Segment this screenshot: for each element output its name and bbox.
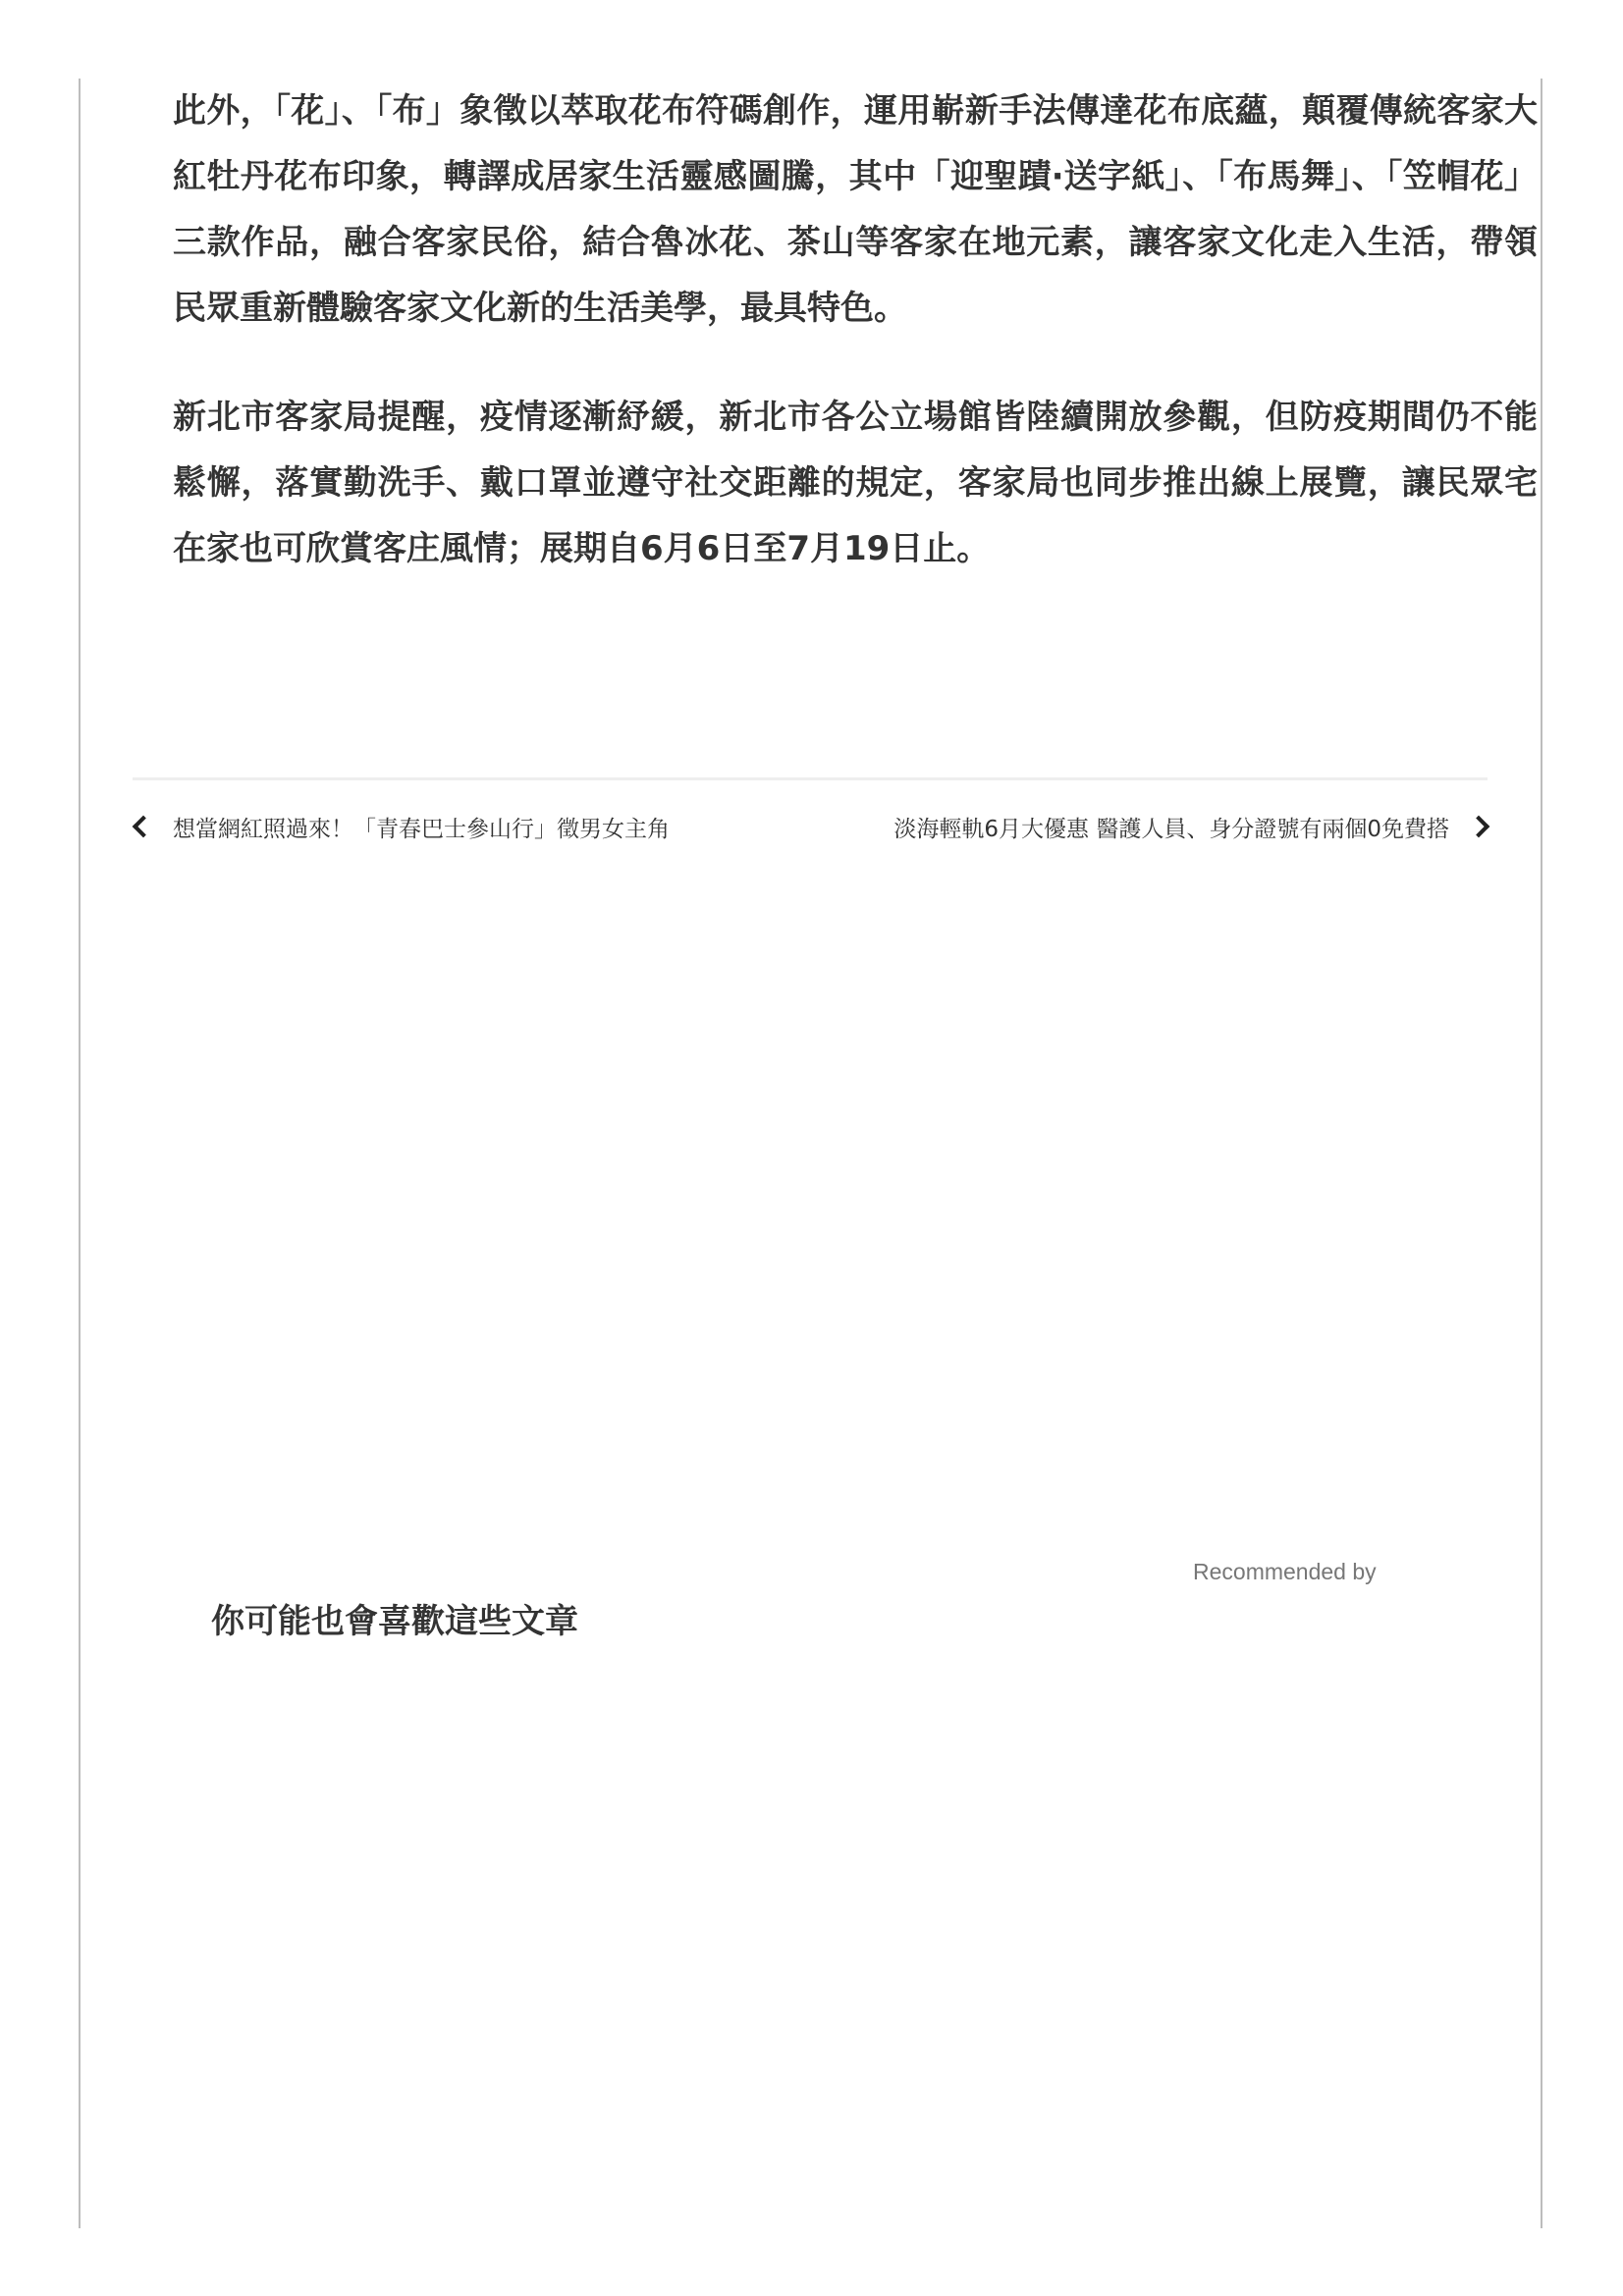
previous-post-title: 想當網紅照過來！「青春巴士參山行」徵男女主角 — [173, 816, 670, 842]
chevron-right-icon — [1468, 816, 1490, 838]
recommended-by-label[interactable]: Recommended by — [1193, 1559, 1377, 1584]
post-nav-divider — [133, 777, 1488, 780]
related-articles-heading: 你可能也會喜歡這些文章 — [211, 1602, 578, 1641]
next-post-link[interactable] — [893, 811, 1494, 843]
chevron-left-icon — [133, 816, 155, 838]
post-navigation — [130, 807, 1494, 846]
page-border-left — [79, 79, 81, 2228]
article-paragraph-2: 新北市客家局提醒，疫情逐漸紓緩，新北市各公立場館皆陸續開放參觀，但防疫期間仍不能鬆懈，落實勤洗手、戴口罩並遵守社交距離的規定，客家局也同步推出線上展覽，讓民眾宅在家也可欣賞客庄風情；展期自6月6日至7月19日止。 — [173, 398, 1538, 568]
page-border-right — [1541, 79, 1542, 2228]
article-body — [173, 79, 1538, 625]
article-paragraph-1: 此外，「花」、「布」象徵以萃取花布符碼創作，運用嶄新手法傳達花布底蘊，顛覆傳統客家大紅牡丹花布印象，轉譯成居家生活靈感圖騰，其中「迎聖蹟‧送字紙」、「布馬舞」、「笠帽花」三款作品，融合客家民俗，結合魯冰花、茶山等客家在地元素，讓客家文化走入生活，帶領民眾重新體驗客家文化新的生活美學，最具特色。 — [173, 91, 1538, 328]
next-post-title: 淡海輕軌6月大優惠 醫護人員、身分證號有兩個0免費搭 — [893, 816, 1449, 842]
previous-post-link[interactable] — [130, 811, 670, 843]
